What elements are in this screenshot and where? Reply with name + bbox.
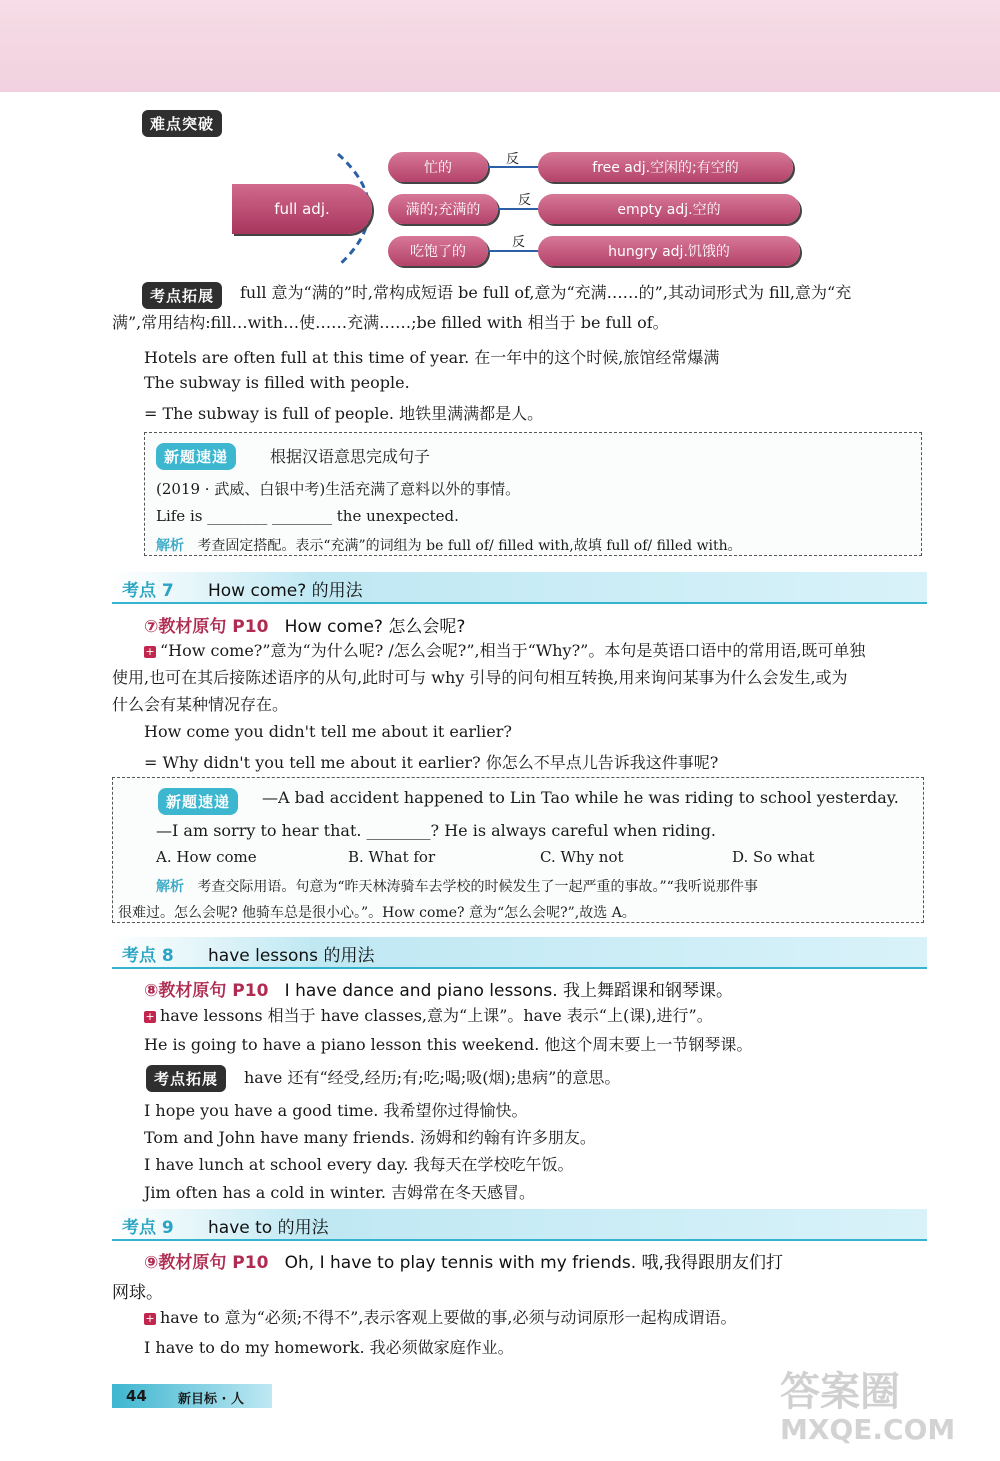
section-title: have lessons 的用法	[208, 946, 375, 966]
kp7-example-1: How come you didn't tell me about it earlier?	[144, 722, 512, 741]
quiz1-blank: Life is ________ ________ the unexpected.	[156, 507, 459, 525]
expand1-text1: full 意为“满的”时,常构成短语 be full of,意为“充满……的”,其动词形式为 fill,意为“充	[240, 283, 852, 302]
option-b[interactable]: B. What for	[348, 848, 436, 866]
kp7-p2: 使用,也可在其后接陈述语序的从句,此时可与 why 引导的问句相互转换,用来询问某事为什么会发生,或为	[112, 668, 848, 687]
expand1-example-2: The subway is filled with people.	[144, 373, 410, 392]
kp7-p1: + “How come?”意为“为什么呢? /怎么会呢?”,相当于“Why?”。本句是英语口语中的常用语,既可单独	[145, 641, 866, 660]
plus-icon: +	[145, 1312, 155, 1325]
plus-icon: +	[145, 645, 155, 658]
textbook-sentence-9-cont: 网球。	[112, 1283, 163, 1303]
quiz-tag-2: 新题速递	[158, 788, 238, 815]
section-title: have to 的用法	[208, 1218, 329, 1238]
quiz2-line-1: —A bad accident happened to Lin Tao while he was riding to school yesterday.	[262, 788, 899, 807]
quiz2-analysis-2: 很难过。怎么会呢? 他骑车总是很小心。”。How come? 意为“怎么会呢?”,故选 A。	[118, 905, 636, 921]
expand-tag-1: 考点拓展	[142, 282, 222, 309]
diagram-right-3: hungry adj.饥饿的	[538, 236, 800, 266]
analysis-label: 解析	[156, 879, 184, 895]
kp8-p1: + have lessons 相当于 have classes,意为“上课”。have 表示“上(课),进行”。	[145, 1006, 713, 1025]
page-number: 44	[126, 1387, 147, 1405]
kp7-example-2: = Why didn't you tell me about it earlier? 你怎么不早点儿告诉我这件事呢?	[144, 753, 719, 772]
kp7-p3: 什么会有某种情况存在。	[112, 695, 289, 714]
kp8-expand-ex-1: I hope you have a good time. 我希望你过得愉快。	[144, 1101, 528, 1120]
quiz1-prompt: 根据汉语意思完成句子	[270, 447, 431, 466]
textbook-sentence-7	[144, 612, 465, 637]
textbook-label: ⑨教材原句 P10	[144, 1253, 269, 1273]
kp8-expand-ex-4: Jim often has a cold in winter. 吉姆常在冬天感冒。	[144, 1183, 536, 1202]
quiz2-analysis-1: 解析 考查交际用语。句意为“昨天林涛骑车去学校的时候发生了一起严重的事故。”“我听说那件事	[156, 879, 758, 895]
section-number: 考点 7	[122, 581, 174, 601]
watermark-logo-text: 答案圈	[780, 1369, 900, 1415]
expand1-text2: 满”,常用结构:fill…with…使……充满……;be filled with 相当于 be full of。	[112, 313, 669, 332]
kp9-example-1: I have to do my homework. 我必须做家庭作业。	[144, 1338, 514, 1357]
section-number: 考点 9	[122, 1218, 174, 1238]
textbook-label: ⑦教材原句 P10	[144, 617, 269, 637]
kp8-expand-ex-3: I have lunch at school every day. 我每天在学校吃午饭。	[144, 1155, 574, 1174]
center-word-box	[232, 184, 372, 234]
section-number: 考点 8	[122, 946, 174, 966]
plus-icon: +	[145, 1010, 155, 1023]
diagram-right-1: free adj.空闲的;有空的	[538, 152, 793, 182]
option-d[interactable]: D. So what	[732, 848, 815, 866]
textbook-sentence-9	[144, 1248, 783, 1273]
expand1-example-3: = The subway is full of people. 地铁里满满都是人。	[144, 404, 544, 423]
textbook-text: I have dance and piano lessons. 我上舞蹈课和钢琴课。	[284, 981, 734, 1001]
analysis-text: 考查固定搭配。表示“充满”的词组为 be full of/ filled with,故填 full of/ filled with。	[197, 538, 742, 554]
kp9-p1: + have to 意为“必须;不得不”,表示客观上要做的事,必须与动词原形一起构成谓语。	[145, 1308, 737, 1327]
section-header-8	[112, 937, 927, 969]
book-label: 新目标 · 人	[178, 1392, 244, 1407]
quiz-tag-1: 新题速递	[156, 443, 236, 470]
textbook-sentence-8	[144, 976, 733, 1001]
watermark	[780, 1370, 955, 1446]
option-a[interactable]: A. How come	[156, 848, 257, 866]
expand-tag-2: 考点拓展	[146, 1065, 226, 1092]
quiz1-analysis	[156, 535, 742, 555]
diagram-left-3: 吃饱了的	[388, 236, 488, 266]
page-footer	[112, 1384, 272, 1408]
diagram-left-2: 满的;充满的	[388, 194, 498, 224]
textbook-text: How come? 怎么会呢?	[284, 617, 466, 637]
relation-label-3: 反	[512, 235, 526, 250]
textbook-text: Oh, I have to play tennis with my friends. 哦,我得跟朋友们打	[284, 1253, 783, 1273]
kp8-expand-ex-2: Tom and John have many friends. 汤姆和约翰有许多朋友。	[144, 1128, 596, 1147]
expand1-example-1: Hotels are often full at this time of year. 在一年中的这个时候,旅馆经常爆满	[144, 348, 720, 367]
quiz1-question: (2019 · 武威、白银中考)生活充满了意料以外的事情。	[156, 480, 521, 498]
kp8-example-1: He is going to have a piano lesson this weekend. 他这个周末要上一节钢琴课。	[144, 1035, 753, 1054]
center-word: full adj.	[274, 200, 330, 218]
option-c[interactable]: C. Why not	[540, 848, 624, 866]
analysis-label: 解析	[156, 538, 184, 554]
textbook-label: ⑧教材原句 P10	[144, 981, 269, 1001]
diagram-left-1: 忙的	[388, 152, 488, 182]
section-header-9	[112, 1209, 927, 1241]
relation-label-2: 反	[518, 193, 532, 208]
section-title: How come? 的用法	[208, 581, 363, 601]
relation-label-1: 反	[506, 152, 520, 167]
quiz2-line-2: —I am sorry to hear that. ________? He is always careful when riding.	[156, 821, 717, 840]
diagram-right-2: empty adj.空的	[538, 194, 800, 224]
header-band	[0, 0, 1000, 92]
watermark-url: MXQE.COM	[780, 1413, 956, 1446]
kp8-expand: have 还有“经受,经历;有;吃;喝;吸(烟);患病”的意思。	[244, 1068, 621, 1087]
section-header-7	[112, 572, 927, 604]
difficulty-tag: 难点突破	[142, 110, 222, 137]
